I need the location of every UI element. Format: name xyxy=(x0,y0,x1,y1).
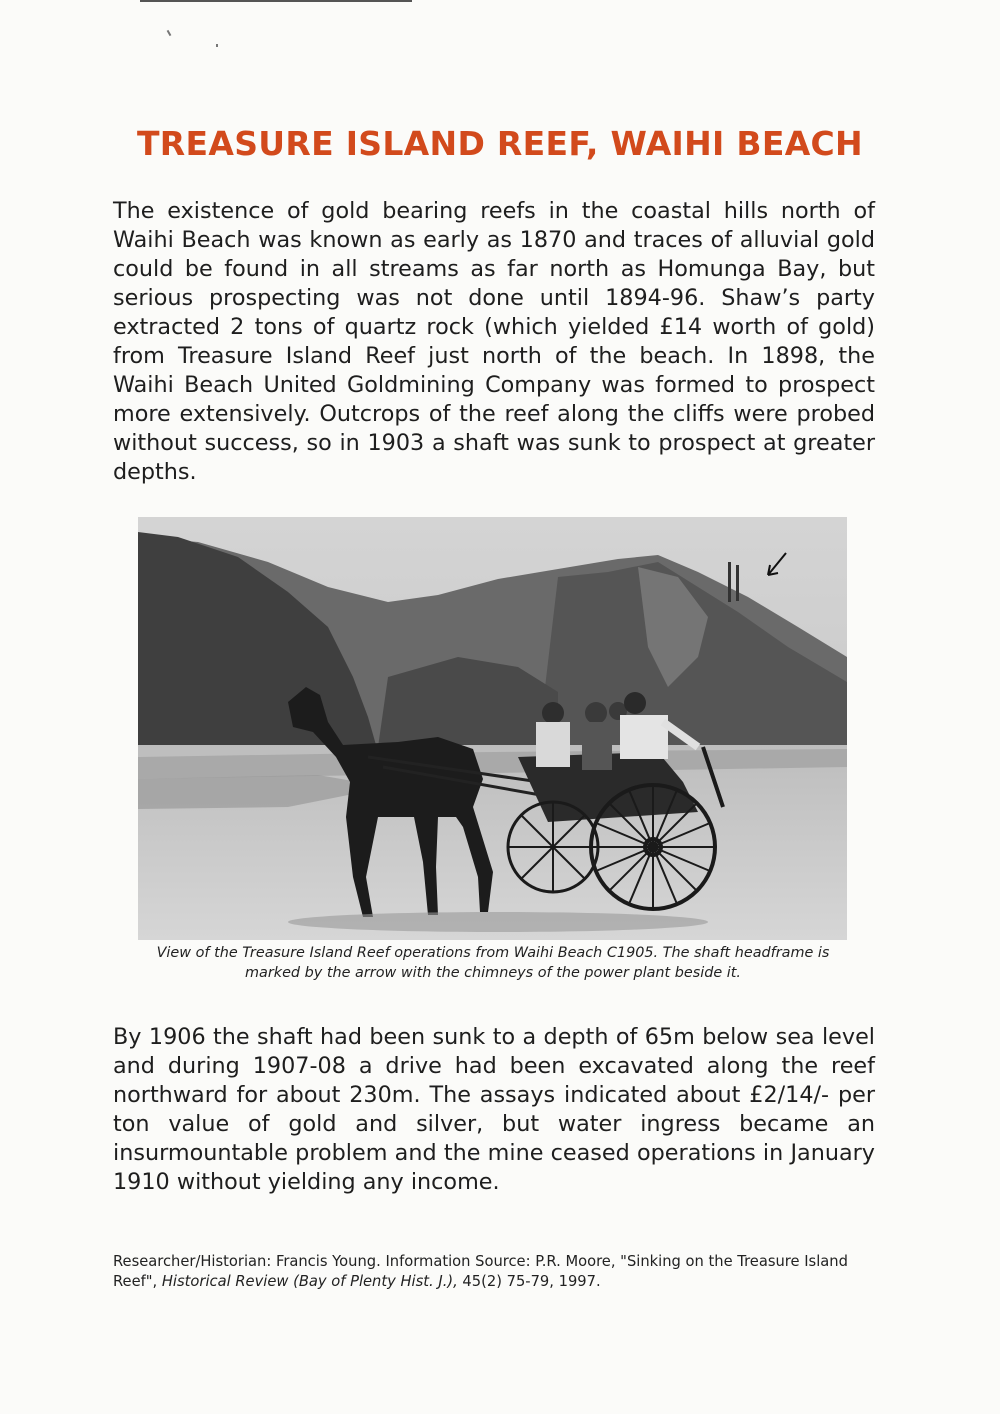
historic-photo xyxy=(138,517,847,940)
source-note xyxy=(113,1252,893,1292)
source-note-text: Researcher/Historian: Francis Young. Information Source: P.R. Moore, "Sinking on the Treasure Island Reef", xyxy=(113,1253,848,1290)
scan-speck xyxy=(216,44,218,47)
page-title: TREASURE ISLAND REEF, WAIHI BEACH xyxy=(137,124,863,163)
source-note-citation: 45(2) 75-79, 1997. xyxy=(457,1273,601,1290)
source-journal-title: Historical Review (Bay of Plenty Hist. J.), xyxy=(161,1273,458,1290)
intro-paragraph: The existence of gold bearing reefs in the coastal hills north of Waihi Beach was known as early as 1870 and traces of alluvial gold could be found in all streams as far north as Homunga Bay, but serious prospecting was not done until 1894-96. Shaw’s party extracted 2 tons of quartz rock (which yielded £14 worth of gold) from Treasure Island Reef just north of the beach. In 1898, the Waihi Beach United Goldmining Company was formed to prospect more extensively. Outcrops of the reef along the cliffs were probed without success, so in 1903 a shaft was sunk to prospect at greater depths. xyxy=(113,198,875,485)
closing-paragraph: By 1906 the shaft had been sunk to a depth of 65m below sea level and during 1907-08 a drive had been excavated along the reef northward for about 230m. The assays indicated about £2/14/- per ton value of gold and silver, but water ingress became an insurmountable problem and the mine ceased operations in January 1910 without yielding any income. xyxy=(113,1024,875,1195)
photo-caption: View of the Treasure Island Reef operations from Waihi Beach C1905. The shaft headframe is marked by the arrow with the chimneys of the power plant beside it. xyxy=(156,945,830,981)
scan-edge-line xyxy=(140,0,412,2)
scan-speck xyxy=(167,30,172,36)
